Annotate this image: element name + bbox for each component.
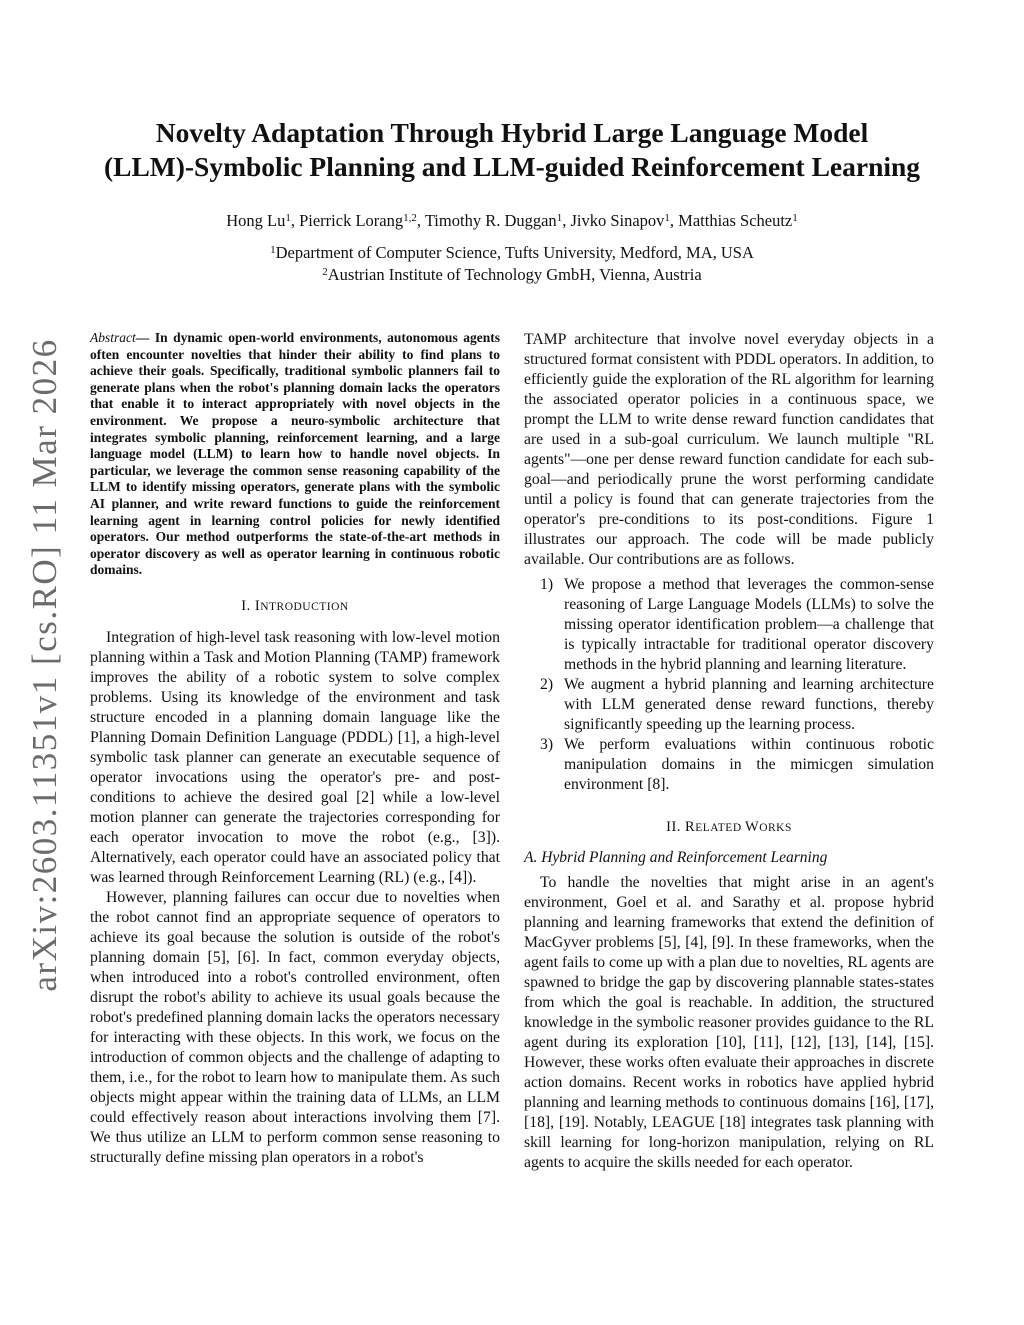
related-paragraph-1: To handle the novelties that might arise in an agent's environment, Goel et al. and Sarathy et al. propose hybrid planning and learning frameworks that extend the definition of MacGyver problems [5], [4], [9]. In these frameworks, when the agent fails to come up with a plan due to novelties, RL agents are spawned to bridge the gap by discovering plannable states-states from which the goal is reachable. In addition, the structured knowledge in the symbolic reasoner provides guidance to the RL agent during its exploration [10], [11], [12], [13], [14], [15]. However, these works often evaluate their approaches in discrete action domains. Recent works in robotics have applied hybrid planning and learning methods to continuous domains [16], [17], [18], [19]. Notably, LEAGUE [18] integrates task planning with skill learning for long-horizon manipulation, relying on RL agents to acquire the skills needed for each operator.: [524, 874, 934, 1171]
title-line-1: Novelty Adaptation Through Hybrid Large Language Model: [155, 117, 869, 148]
author: Matthias Scheutz$^1$: [678, 211, 798, 230]
intro-paragraph-2: However, planning failures can occur due to novelties when the robot cannot find an appropriate sequence of operators to achieve its goal because the solution is outside of the robot's planning domain [5], [6]. In fact, common everyday objects, when introduced into a robot's controlled environment, often disrupt the robot's ability to achieve its usual goals because the robot's predefined planning domain lacks the operators necessary for interacting with these objects. In this work, we focus on the introduction of common objects and the challenge of adapting to them, i.e., for the robot to learn how to manipulate them. As such objects might appear within the training data of LLMs, an LLM could effectively reason about interactions involving them [7]. We thus utilize an LLM to perform common sense reasoning to structurally define missing plan operators in a robot's: [90, 888, 500, 1166]
left-column: [90, 330, 500, 1168]
section-heading-related-works: II. RELATED WORKS: [666, 819, 792, 835]
right-column: [524, 330, 934, 1173]
affiliation-2: $^2$Austrian Institute of Technology GmbH, Vienna, Austria: [322, 265, 702, 284]
abstract-dash: —: [135, 330, 150, 345]
contributions-list: [524, 575, 934, 795]
abstract: [90, 330, 500, 579]
title-line-2: (LLM)-Symbolic Planning and LLM-guided Reinforcement Learning: [103, 151, 921, 182]
author: Jivko Sinapov$^1$,: [570, 211, 679, 230]
paper-title: [80, 116, 944, 184]
intro-paragraph-3: TAMP architecture that involve novel everyday objects in a structured format consistent with PDDL operators. In addition, to efficiently guide the exploration of the RL algorithm for learning the associated operator policies in a continuous space, we prompt the LLM to write dense reward function candidates that are used in a sub-goal curriculum. We launch multiple "RL agents"—one per dense reward function candidate for each sub-goal—and periodically prune the worst performing candidate until a policy is found that can generate trajectories from the operator's pre-conditions to its post-conditions. Figure 1 illustrates our approach. The code will be made publicly available. Our contributions are as follows.: [524, 331, 934, 568]
list-item: 1) We propose a method that leverages the common-sense reasoning of Large Language Models (LLMs) to solve the missing operator identification problem—a challenge that is typically intractable for traditional operator discovery methods in the hybrid planning and learning literature.: [540, 576, 934, 673]
author: Pierrick Lorang$^{1,2}$,: [299, 211, 425, 230]
intro-paragraph-1: Integration of high-level task reasoning with low-level motion planning within a Task and Motion Planning (TAMP) framework improves the ability of a robotic system to solve complex problems. Using its knowledge of the environment and task structure encoded in a planning domain language like the Planning Domain Definition Language (PDDL) [1], a high-level symbolic task planner can generate an executable sequence of operator invocations using the operator's pre- and post-conditions to achieve the desired goal [2] while a low-level motion planner can generate the trajectories corresponding for each operator invocation to move the robot (e.g., [3]). Alternatively, each operator could have an associated policy that was learned through Reinforcement Learning (RL) (e.g., [4]).: [90, 628, 500, 886]
section-heading-introduction: I. INTRODUCTION: [241, 597, 349, 614]
arxiv-identifier-stamp: arXiv:2603.11351v1 [cs.RO] 11 Mar 2026: [25, 338, 64, 992]
author: Timothy R. Duggan$^1$,: [424, 211, 571, 230]
affiliation-1: $^1$Department of Computer Science, Tufts University, Medford, MA, USA: [270, 243, 754, 262]
author-list: [80, 210, 944, 232]
abstract-text: In dynamic open-world environments, autonomous agents often encounter novelties that hinder their ability to find plans to achieve their goals. Specifically, traditional symbolic planners fail to generate plans when the robot's planning domain lacks the operators that enable it to interact appropriately with novel objects in the environment. We propose a neuro-symbolic architecture that integrates symbolic planning, reinforcement learning, and a large language model (LLM) to learn how to handle novel objects. In particular, we leverage the common sense reasoning capability of the LLM to identify missing operators, generate plans with the symbolic AI planner, and write reward functions to guide the reinforcement learning agent in learning control policies for newly identified operators. Our method outperforms the state-of-the-art methods in operator discovery as well as operator learning in continuous robotic domains.: [90, 330, 501, 578]
abstract-label: Abstract: [90, 330, 136, 345]
list-item: 2) We augment a hybrid planning and learning architecture with LLM generated dense reward functions, thereby significantly speeding up the learning process.: [540, 676, 934, 733]
list-item: 3) We perform evaluations within continuous robotic manipulation domains in the mimicgen simulation environment [8].: [540, 736, 934, 793]
author: Hong Lu$^1$,: [226, 211, 300, 230]
subsection-heading: A. Hybrid Planning and Reinforcement Learning: [524, 849, 828, 866]
